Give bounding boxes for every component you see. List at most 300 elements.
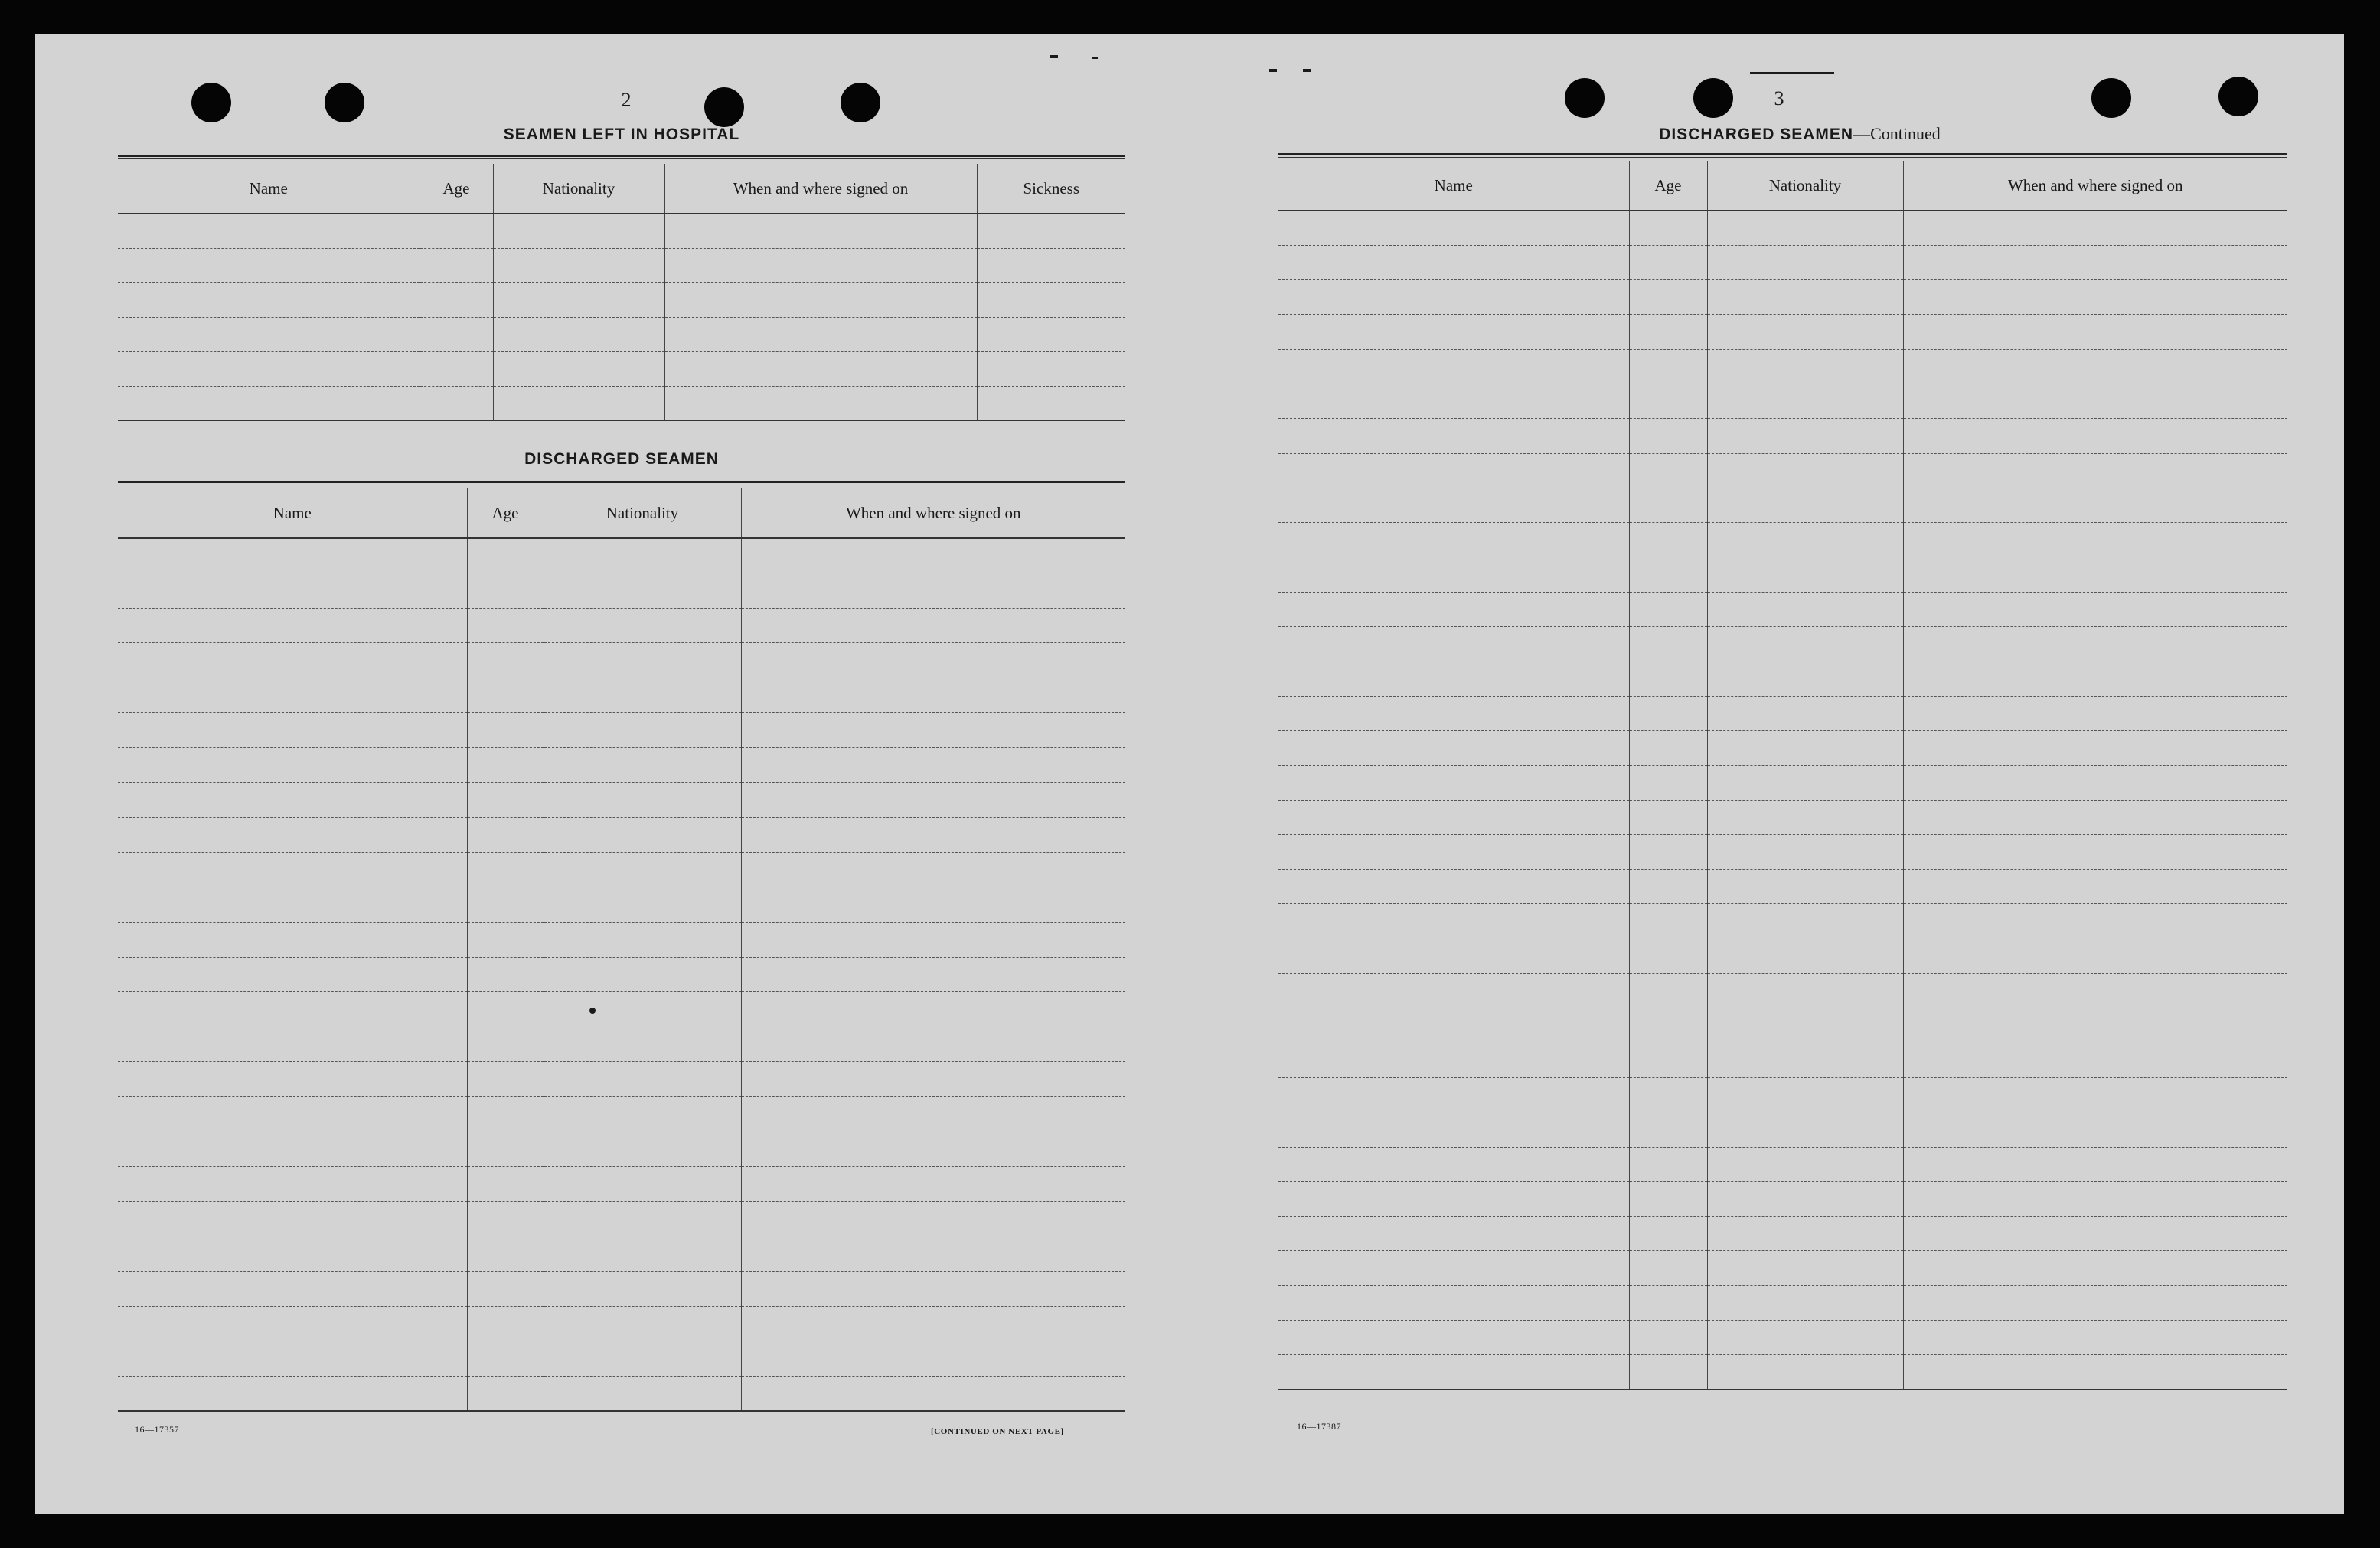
blank-cell [1903,1147,2287,1181]
blank-cell [467,1062,544,1097]
blank-cell [977,282,1125,317]
table-row [1278,766,2287,800]
table-row [118,923,1125,958]
blank-cell [493,282,664,317]
blank-cell [977,317,1125,351]
blank-cell [467,1271,544,1306]
blank-cell [1278,1217,1629,1251]
blank-cell [118,282,420,317]
blank-cell [1903,766,2287,800]
form-code: 16—17357 [135,1424,179,1435]
blank-cell [1903,557,2287,592]
blank-cell [1707,939,1903,973]
blank-cell [118,248,420,282]
blank-cell [118,1132,467,1167]
table-row [1278,419,2287,453]
table-row [1278,1147,2287,1181]
right-page [1278,34,2321,1514]
table-row [1278,834,2287,869]
blank-cell [420,214,493,248]
blank-cell [741,678,1125,713]
table-row [118,1062,1125,1097]
blank-cell [1903,245,2287,279]
blank-cell [1707,730,1903,765]
blank-cell [118,1097,467,1132]
blank-cell [1629,974,1707,1008]
blank-cell [467,1097,544,1132]
blank-cell [544,1271,741,1306]
blank-cell [118,386,420,420]
blank-cell [741,1271,1125,1306]
table-row [118,1376,1125,1411]
blank-cell [544,538,741,573]
left-page [118,34,1125,1514]
blank-cell [1903,453,2287,488]
blank-cell [544,1236,741,1272]
double-rule [1278,153,2287,158]
blank-cell [467,1167,544,1202]
blank-cell [467,538,544,573]
discharged-continued-title [1278,124,2321,144]
blank-cell [467,818,544,853]
column-header-nationality: Nationality [544,488,741,538]
blank-cell [741,852,1125,887]
blank-cell [467,643,544,678]
blank-cell [1278,661,1629,696]
blank-cell [118,351,420,386]
blank-cell [544,1341,741,1377]
blank-cell [467,957,544,992]
blank-cell [544,1062,741,1097]
blank-cell [1707,419,1903,453]
table-row [1278,1008,2287,1043]
blank-cell [420,351,493,386]
blank-cell [1629,245,1707,279]
blank-cell [741,643,1125,678]
blank-cell [741,573,1125,609]
blank-cell [1629,1217,1707,1251]
blank-cell [664,351,977,386]
blank-cell [544,748,741,783]
blank-cell [467,678,544,713]
table-row [1278,939,2287,973]
table-row [1278,696,2287,730]
blank-cell [467,1376,544,1411]
blank-cell [1278,974,1629,1008]
blank-cell [1707,523,1903,557]
blank-cell [1629,349,1707,384]
blank-cell [741,1376,1125,1411]
blank-cell [544,852,741,887]
blank-cell [420,386,493,420]
table-row [118,573,1125,609]
blank-cell [118,1062,467,1097]
blank-cell [1629,834,1707,869]
blank-cell [1707,974,1903,1008]
blank-cell [741,782,1125,818]
blank-cell [118,782,467,818]
blank-cell [1278,523,1629,557]
discharged-section-title-text: DISCHARGED SEAMEN [524,450,719,468]
blank-cell [1278,627,1629,661]
blank-cell [1903,1077,2287,1112]
blank-cell [467,1027,544,1062]
table-row [1278,870,2287,904]
blank-cell [664,282,977,317]
blank-cell [1707,488,1903,522]
blank-cell [741,1167,1125,1202]
blank-cell [1707,766,1903,800]
blank-cell [1707,1147,1903,1181]
blank-cell [544,643,741,678]
table-row [1278,730,2287,765]
blank-cell [1707,661,1903,696]
blank-cell [118,1027,467,1062]
blank-cell [1903,592,2287,626]
blank-cell [1629,280,1707,315]
blank-cell [544,608,741,643]
blank-cell [1629,1321,1707,1355]
blank-cell [1629,557,1707,592]
blank-cell [493,317,664,351]
blank-cell [1629,1112,1707,1147]
blank-cell [467,608,544,643]
blank-cell [1629,766,1707,800]
blank-cell [544,957,741,992]
blank-cell [1278,211,1629,245]
blank-cell [741,1132,1125,1167]
blank-cell [1707,904,1903,939]
table-row [118,713,1125,748]
blank-cell [1629,211,1707,245]
blank-cell [118,887,467,923]
blank-cell [1707,349,1903,384]
blank-cell [1278,766,1629,800]
column-header-age: Age [467,488,544,538]
blank-cell [1707,870,1903,904]
blank-cell [118,538,467,573]
blank-cell [544,887,741,923]
blank-cell [1707,211,1903,245]
blank-cell [1629,904,1707,939]
blank-cell [1903,800,2287,834]
blank-cell [544,1167,741,1202]
blank-cell [741,608,1125,643]
blank-cell [467,1132,544,1167]
blank-cell [1278,696,1629,730]
blank-cell [1707,1285,1903,1320]
blank-cell [741,818,1125,853]
table-row [1278,488,2287,522]
table-row [118,214,1125,248]
blank-cell [544,1376,741,1411]
discharged-section-title [118,450,1125,469]
table-row [1278,384,2287,418]
double-rule [118,155,1125,159]
blank-cell [1903,1251,2287,1285]
blank-cell [118,1167,467,1202]
blank-cell [467,782,544,818]
blank-cell [1278,349,1629,384]
blank-cell [1278,870,1629,904]
blank-cell [1629,1181,1707,1216]
blank-cell [1903,211,2287,245]
blank-cell [664,317,977,351]
column-header-age: Age [420,164,493,214]
table-row [118,852,1125,887]
blank-cell [741,1027,1125,1062]
blank-cell [544,923,741,958]
blank-cell [544,782,741,818]
hospital-section-title [118,126,1125,144]
form-code: 16—17387 [1297,1421,1341,1432]
blank-cell [1629,419,1707,453]
column-header-name: Name [118,164,420,214]
blank-cell [1903,1181,2287,1216]
blank-cell [118,992,467,1027]
blank-cell [1707,453,1903,488]
blank-cell [467,852,544,887]
table-row [118,538,1125,573]
table-row [1278,800,2287,834]
blank-cell [1903,1285,2287,1320]
blank-cell [544,1132,741,1167]
column-header-sickness: Sickness [977,164,1125,214]
blank-cell [741,1201,1125,1236]
table-row [118,1097,1125,1132]
blank-cell [1278,1285,1629,1320]
blank-cell [467,992,544,1027]
blank-cell [1278,904,1629,939]
table-header-row [118,164,1125,214]
table-row [1278,1321,2287,1355]
blank-cell [1629,696,1707,730]
blank-cell [1707,834,1903,869]
blank-cell [1903,1043,2287,1077]
blank-cell [1707,1112,1903,1147]
blank-cell [1707,384,1903,418]
table-row [1278,1043,2287,1077]
blank-cell [1278,1008,1629,1043]
blank-cell [977,214,1125,248]
table-row [118,1271,1125,1306]
blank-cell [1903,974,2287,1008]
blank-cell [118,1306,467,1341]
table-row [118,1201,1125,1236]
blank-cell [1707,696,1903,730]
blank-cell [1278,730,1629,765]
blank-cell [1903,696,2287,730]
table-row [1278,349,2287,384]
blank-cell [118,1341,467,1377]
blank-cell [544,573,741,609]
blank-cell [467,573,544,609]
blank-cell [118,1376,467,1411]
table-row [118,248,1125,282]
blank-cell [1629,661,1707,696]
hospital-section-title-text: SEAMEN LEFT IN HOSPITAL [503,126,740,143]
table-row [1278,1181,2287,1216]
double-rule [118,481,1125,485]
blank-cell [977,248,1125,282]
blank-cell [1278,315,1629,349]
blank-cell [467,1201,544,1236]
blank-cell [1629,523,1707,557]
table-row [118,351,1125,386]
blank-cell [467,1341,544,1377]
blank-cell [1903,1008,2287,1043]
table-row [118,1306,1125,1341]
blank-cell [1629,1008,1707,1043]
blank-cell [1903,419,2287,453]
blank-cell [467,887,544,923]
table-row [118,317,1125,351]
table-row [1278,1251,2287,1285]
table-row [118,748,1125,783]
blank-cell [1278,1251,1629,1285]
discharged-table-body [1278,211,2287,1390]
blank-cell [1278,419,1629,453]
blank-cell [1278,384,1629,418]
blank-cell [1903,280,2287,315]
blank-cell [1903,523,2287,557]
blank-cell [1903,488,2287,522]
table-row [1278,557,2287,592]
table-header-row [118,488,1125,538]
blank-cell [1903,661,2287,696]
blank-cell [1278,245,1629,279]
blank-cell [118,748,467,783]
column-header-nationality: Nationality [493,164,664,214]
blank-cell [1278,1077,1629,1112]
blank-cell [1903,1112,2287,1147]
blank-cell [1707,1251,1903,1285]
blank-cell [1629,453,1707,488]
blank-cell [1707,800,1903,834]
blank-cell [1707,245,1903,279]
blank-cell [493,351,664,386]
blank-cell [420,282,493,317]
column-header-signed-on: When and where signed on [664,164,977,214]
blank-cell [1629,939,1707,973]
blank-cell [544,678,741,713]
table-row [1278,1077,2287,1112]
blank-cell [544,818,741,853]
blank-cell [467,1306,544,1341]
blank-cell [1707,1077,1903,1112]
continued-note: [CONTINUED ON NEXT PAGE] [931,1427,1064,1436]
table-row [118,818,1125,853]
blank-cell [741,538,1125,573]
blank-cell [1903,904,2287,939]
blank-cell [664,386,977,420]
blank-cell [118,1236,467,1272]
blank-cell [1278,1147,1629,1181]
blank-cell [118,852,467,887]
blank-cell [118,573,467,609]
blank-cell [741,1236,1125,1272]
blank-cell [1629,488,1707,522]
table-header-row [1278,161,2287,211]
blank-cell [1903,315,2287,349]
table-row [118,782,1125,818]
table-row [1278,1285,2287,1320]
discharged-table [118,488,1125,1412]
blank-cell [1629,870,1707,904]
blank-cell [741,923,1125,958]
blank-cell [1278,557,1629,592]
blank-cell [1629,1077,1707,1112]
hospital-table-body [118,214,1125,420]
blank-cell [467,923,544,958]
blank-cell [1629,592,1707,626]
blank-cell [1629,1251,1707,1285]
blank-cell [493,214,664,248]
table-row [118,1167,1125,1202]
table-row [1278,974,2287,1008]
table-row [1278,245,2287,279]
blank-cell [1629,1285,1707,1320]
ink-mark [1269,69,1277,72]
table-row [1278,592,2287,626]
document-sheet [35,34,2344,1514]
blank-cell [118,643,467,678]
blank-cell [544,1306,741,1341]
blank-cell [1707,592,1903,626]
discharged-table-body [118,538,1125,1411]
blank-cell [118,713,467,748]
blank-cell [1629,384,1707,418]
blank-cell [467,713,544,748]
blank-cell [544,1201,741,1236]
table-row [1278,904,2287,939]
blank-cell [493,386,664,420]
blank-cell [1278,1321,1629,1355]
blank-cell [1278,592,1629,626]
table-row [118,992,1125,1027]
blank-cell [118,923,467,958]
blank-cell [1278,1181,1629,1216]
blank-cell [118,957,467,992]
column-header-age: Age [1629,161,1707,211]
page-number: 3 [1774,87,1784,109]
table-row [1278,315,2287,349]
column-header-name: Name [1278,161,1629,211]
table-row [1278,1112,2287,1147]
blank-cell [1278,834,1629,869]
blank-cell [741,748,1125,783]
blank-cell [1903,349,2287,384]
blank-cell [741,992,1125,1027]
blank-cell [741,957,1125,992]
blank-cell [544,713,741,748]
table-row [1278,211,2287,245]
blank-cell [1707,1043,1903,1077]
table-row [1278,453,2287,488]
table-row [1278,280,2287,315]
blank-cell [118,818,467,853]
blank-cell [1278,453,1629,488]
blank-cell [741,1341,1125,1377]
blank-cell [1707,280,1903,315]
blank-cell [1903,627,2287,661]
column-header-signed-on: When and where signed on [741,488,1125,538]
blank-cell [1278,939,1629,973]
blank-cell [1278,1112,1629,1147]
table-row [118,1341,1125,1377]
blank-cell [1629,730,1707,765]
table-row [1278,661,2287,696]
